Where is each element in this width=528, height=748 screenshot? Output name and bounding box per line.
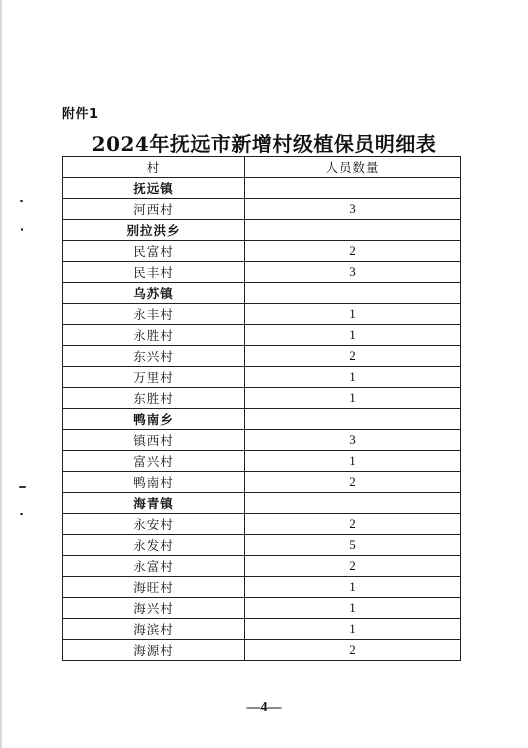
staff-count-cell: 1 [245,577,461,598]
staff-count-cell: 2 [245,346,461,367]
staff-count-cell [245,283,461,304]
town-name-cell: 海青镇 [63,493,245,514]
staff-count-cell: 1 [245,367,461,388]
village-name-cell: 永胜村 [63,325,245,346]
village-name-cell: 海兴村 [63,598,245,619]
staff-count-cell: 3 [245,430,461,451]
town-name-cell: 抚远镇 [63,178,245,199]
staff-count-cell: 2 [245,472,461,493]
staff-count-cell: 1 [245,388,461,409]
scan-mark [21,228,23,231]
table-row [63,367,461,388]
village-name-cell: 海滨村 [63,619,245,640]
scan-mark [20,200,23,202]
table-row [63,514,461,535]
table-row-town [63,409,461,430]
staff-count-cell: 5 [245,535,461,556]
column-header-village: 村 [63,157,245,178]
table-header-row [63,157,461,178]
table-row [63,598,461,619]
table-row [63,577,461,598]
attachment-label: 附件1 [62,107,99,122]
page-number: —4— [246,700,282,715]
staff-count-cell: 1 [245,325,461,346]
village-name-cell: 永富村 [63,556,245,577]
village-name-cell: 万里村 [63,367,245,388]
staff-count-cell: 1 [245,451,461,472]
table-row [63,304,461,325]
staff-count-cell: 1 [245,598,461,619]
staff-count-cell: 2 [245,241,461,262]
table-row [63,430,461,451]
scan-mark [20,513,23,515]
staff-count-cell [245,493,461,514]
village-name-cell: 永发村 [63,535,245,556]
village-name-cell: 河西村 [63,199,245,220]
village-name-cell: 东兴村 [63,346,245,367]
table-row [63,556,461,577]
table-row [63,640,461,661]
village-name-cell: 民富村 [63,241,245,262]
village-name-cell: 海源村 [63,640,245,661]
table-row-town [63,493,461,514]
town-name-cell: 乌苏镇 [63,283,245,304]
table-row-town [63,178,461,199]
village-name-cell: 民丰村 [63,262,245,283]
staff-count-cell [245,409,461,430]
table-row [63,619,461,640]
village-name-cell: 鸭南村 [63,472,245,493]
table-row [63,388,461,409]
village-name-cell: 镇西村 [63,430,245,451]
village-name-cell: 富兴村 [63,451,245,472]
staff-count-cell: 2 [245,556,461,577]
table-row [63,241,461,262]
table-row [63,451,461,472]
table-body [63,178,461,661]
village-name-cell: 东胜村 [63,388,245,409]
document-title: 2024年抚远市新增村级植保员明细表 [91,132,437,156]
village-name-cell: 海旺村 [63,577,245,598]
column-header-count: 人员数量 [245,157,461,178]
staff-detail-table [62,156,461,661]
staff-count-cell [245,220,461,241]
staff-count-cell: 1 [245,304,461,325]
table-row [63,346,461,367]
table-row-town [63,220,461,241]
staff-count-cell: 2 [245,640,461,661]
table-row-town [63,283,461,304]
staff-count-cell: 3 [245,262,461,283]
staff-count-cell: 3 [245,199,461,220]
table-row [63,535,461,556]
village-name-cell: 永安村 [63,514,245,535]
table-row [63,472,461,493]
village-name-cell: 永丰村 [63,304,245,325]
table-row [63,199,461,220]
table-row [63,262,461,283]
staff-count-cell: 2 [245,514,461,535]
staff-count-cell [245,178,461,199]
table-row [63,325,461,346]
staff-count-cell: 1 [245,619,461,640]
town-name-cell: 别拉洪乡 [63,220,245,241]
town-name-cell: 鸭南乡 [63,409,245,430]
scan-mark [19,486,26,488]
